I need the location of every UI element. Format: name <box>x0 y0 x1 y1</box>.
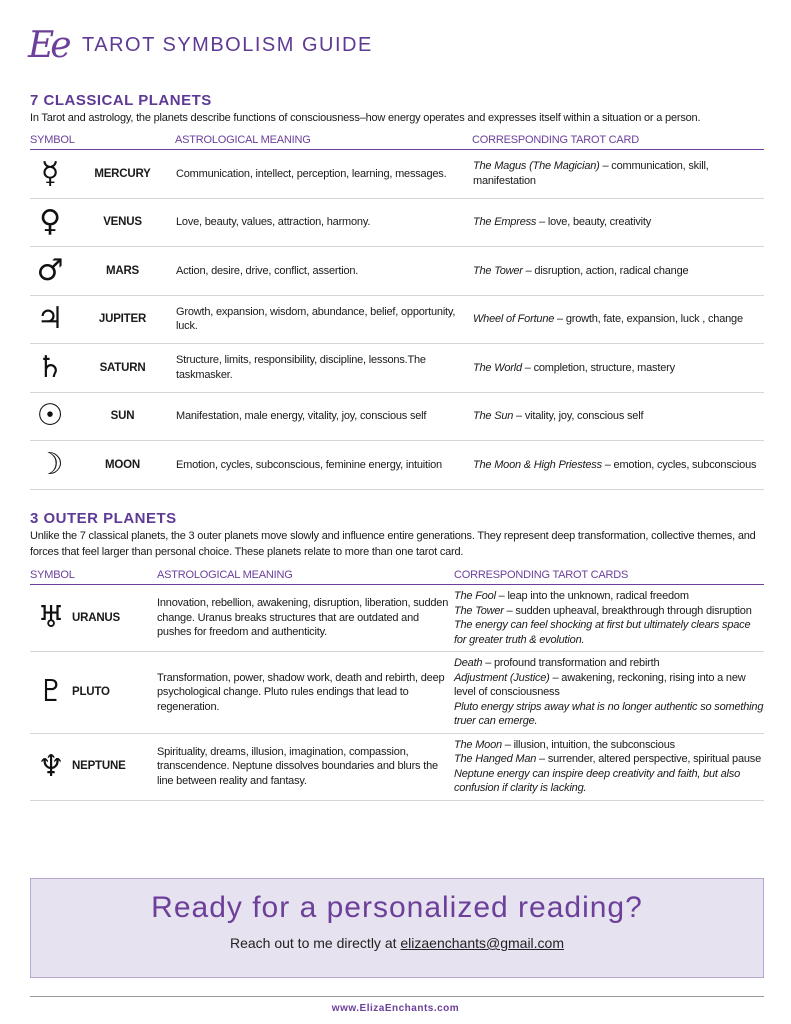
astrological-meaning: Spirituality, dreams, illusion, imagination, compassion, transcendence. Neptune dissolves boundaries and blurs the line between reality and fantasy. <box>157 733 454 800</box>
tarot-card-cell <box>472 344 764 393</box>
tarot-card-meaning: – disruption, action, radical change <box>522 264 689 277</box>
tarot-card-name: The Fool <box>454 590 496 602</box>
planet-name: NEPTUNE <box>72 733 157 800</box>
table-row <box>30 652 764 734</box>
tarot-card-meaning: – love, beauty, creativity <box>536 216 652 228</box>
planet-name: MARS <box>70 247 175 296</box>
table-row <box>30 585 764 652</box>
tarot-card-name: The Sun <box>473 410 514 422</box>
planet-energy-note: Neptune energy can inspire deep creativity and faith, but also confusion if clarity is lacking. <box>454 767 741 794</box>
tarot-card-meaning: – awakening, reckoning, rising into a new level of consciousness <box>454 671 746 698</box>
pluto-symbol-icon: ♇ <box>30 652 72 734</box>
table-row <box>30 344 764 393</box>
tarot-card-line <box>454 738 764 753</box>
table-row <box>30 441 764 490</box>
neptune-symbol-icon: ♆ <box>30 733 72 800</box>
tarot-card-line <box>454 656 764 671</box>
planet-energy-note: The energy can feel shocking at first but ultimately clears space for greater truth & evolution. <box>454 619 751 646</box>
astrological-meaning: Communication, intellect, perception, learning, messages. <box>175 150 472 199</box>
tarot-cards-cell <box>454 733 764 800</box>
contact-email-link[interactable]: elizaenchants@gmail.com <box>400 935 565 951</box>
tarot-card-meaning: – profound transformation and rebirth <box>482 657 660 669</box>
astrological-meaning: Growth, expansion, wisdom, abundance, belief, opportunity, luck. <box>175 295 472 344</box>
astrological-meaning: Love, beauty, values, attraction, harmony. <box>175 198 472 247</box>
tarot-card-cell <box>472 150 764 199</box>
tarot-card-name: The World <box>473 361 522 374</box>
tarot-card-meaning: – leap into the unknown, radical freedom <box>495 590 689 602</box>
table-row <box>30 295 764 344</box>
column-header-card: CORRESPONDING TAROT CARD <box>472 134 764 150</box>
footer-website[interactable]: www.ElizaEnchants.com <box>331 1003 460 1014</box>
tarot-card-cell <box>472 295 764 344</box>
planet-name: SATURN <box>70 344 175 393</box>
sun-symbol-icon: ☉ <box>30 392 70 441</box>
tarot-card-name: Adjustment (Justice) <box>454 671 550 684</box>
footer-divider <box>30 996 764 997</box>
tarot-card-meaning: – emotion, cycles, subconscious <box>601 458 757 471</box>
uranus-symbol-icon: ♅ <box>30 585 72 652</box>
tarot-card-name: The Moon <box>454 738 502 751</box>
tarot-card-meaning: – vitality, joy, conscious self <box>513 410 644 422</box>
brand-logo: Ee <box>28 24 68 66</box>
tarot-card-meaning: – sudden upheaval, breakthrough through disruption <box>503 604 752 617</box>
column-header-cards: CORRESPONDING TAROT CARDS <box>454 569 764 585</box>
tarot-card-meaning: – illusion, intuition, the subconscious <box>501 738 675 751</box>
tarot-card-meaning: – communication, skill, manifestation <box>473 160 709 187</box>
outer-planets-section <box>30 510 764 801</box>
tarot-cards-cell <box>454 652 764 734</box>
table-row <box>30 247 764 296</box>
astrological-meaning: Innovation, rebellion, awakening, disruption, liberation, sudden change. Uranus breaks structures that are outdated and pushes for freedom and authenticity. <box>157 585 454 652</box>
saturn-symbol-icon: ♄ <box>30 344 70 393</box>
moon-symbol-icon: ☽ <box>30 441 70 490</box>
table-row <box>30 198 764 247</box>
reading-cta-box <box>30 878 764 978</box>
tarot-card-name: Wheel of Fortune <box>473 313 555 325</box>
jupiter-symbol-icon: ♃ <box>30 295 70 344</box>
section-title: 7 CLASSICAL PLANETS <box>30 92 212 109</box>
column-header-meaning: ASTROLOGICAL MEANING <box>157 569 454 585</box>
planet-name: MERCURY <box>70 150 175 199</box>
planet-name: SUN <box>70 392 175 441</box>
column-header-symbol: SYMBOL <box>30 134 175 150</box>
tarot-card-line <box>454 589 764 604</box>
tarot-card-cell <box>472 247 764 296</box>
tarot-card-line <box>454 604 764 619</box>
outer-planets-table <box>30 569 764 801</box>
tarot-card-name: The Hanged Man <box>454 753 537 765</box>
tarot-card-line <box>454 752 764 767</box>
tarot-card-cell <box>472 198 764 247</box>
planet-name: VENUS <box>70 198 175 247</box>
header <box>28 20 373 70</box>
astrological-meaning: Transformation, power, shadow work, death and rebirth, deep psychological change. Pluto rules endings that lead to regeneration. <box>157 652 454 734</box>
column-header-meaning: ASTROLOGICAL MEANING <box>175 134 472 150</box>
tarot-card-name: The Moon & High Priestess <box>473 458 602 471</box>
planet-name: MOON <box>70 441 175 490</box>
table-row <box>30 733 764 800</box>
tarot-card-cell <box>472 392 764 441</box>
mars-symbol-icon: ♂ <box>30 247 70 296</box>
planet-energy-note: Pluto energy strips away what is no longer authentic so something truer can emerge. <box>454 700 764 727</box>
column-header-symbol: SYMBOL <box>30 569 157 585</box>
tarot-card-meaning: – surrender, altered perspective, spiritual pause <box>536 753 762 765</box>
cta-heading: Ready for a personalized reading? <box>151 891 643 924</box>
tarot-card-name: The Empress <box>473 216 537 228</box>
page-title: TAROT SYMBOLISM GUIDE <box>82 33 373 56</box>
tarot-card-name: The Magus (The Magician) <box>473 160 600 173</box>
cta-contact-line <box>31 935 763 951</box>
astrological-meaning: Structure, limits, responsibility, discipline, lessons.The taskmasker. <box>175 344 472 393</box>
tarot-card-line <box>454 671 764 700</box>
cta-prefix: Reach out to me directly at <box>229 935 401 951</box>
planet-name: URANUS <box>72 585 157 652</box>
section-description: Unlike the 7 classical planets, the 3 outer planets move slowly and influence entire generations. They represent deep transformation, collective themes, and forces that feel larger than personal choice. These planets relate to more than one tarot card. <box>30 530 756 558</box>
tarot-cards-cell <box>454 585 764 652</box>
tarot-card-cell <box>472 441 764 490</box>
astrological-meaning: Action, desire, drive, conflict, assertion. <box>175 247 472 296</box>
section-description: In Tarot and astrology, the planets describe functions of consciousness–how energy operates and expresses itself within a situation or a person. <box>30 112 701 124</box>
classical-planets-section <box>30 92 764 490</box>
mercury-symbol-icon: ☿ <box>30 150 70 199</box>
section-title: 3 OUTER PLANETS <box>30 510 177 527</box>
tarot-card-meaning: – growth, fate, expansion, luck , change <box>554 313 743 325</box>
venus-symbol-icon: ♀ <box>30 198 70 247</box>
tarot-card-name: The Tower <box>473 264 523 277</box>
classical-planets-table <box>30 134 764 490</box>
planet-name: PLUTO <box>72 652 157 734</box>
astrological-meaning: Emotion, cycles, subconscious, feminine energy, intuition <box>175 441 472 490</box>
tarot-card-name: The Tower <box>454 604 504 617</box>
tarot-card-meaning: – completion, structure, mastery <box>521 361 675 374</box>
tarot-card-name: Death <box>454 657 483 669</box>
astrological-meaning: Manifestation, male energy, vitality, joy, conscious self <box>175 392 472 441</box>
planet-name: JUPITER <box>70 295 175 344</box>
table-row <box>30 150 764 199</box>
table-row <box>30 392 764 441</box>
